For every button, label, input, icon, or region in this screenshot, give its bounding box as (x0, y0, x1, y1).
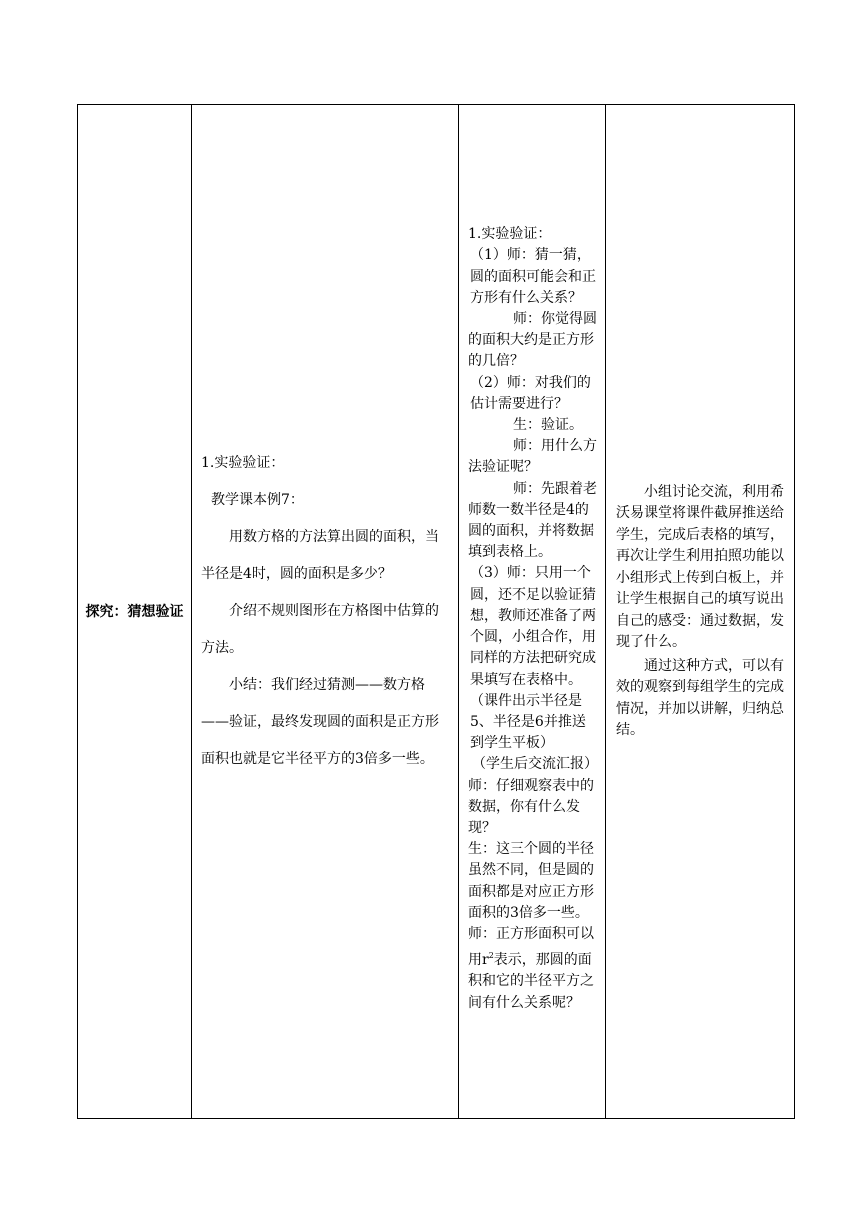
teacher-line-part: 师：正方形面积可以用r (468, 925, 594, 969)
teacher-line: （1）师：猜一猜，圆的面积可能会和正方形有什么关系？ (470, 247, 596, 306)
teacher-line: 师：用什么方法验证呢？ (468, 438, 597, 476)
teacher-line-last (468, 924, 597, 1014)
teacher-line: 师：先跟着老师数一数半径是4的圆的面积，并将数据填到表格上。 (468, 480, 597, 561)
superscript: 2 (488, 951, 494, 961)
activity-paragraph: 通过这种方式，可以有效的观察到每组学生的完成情况，并加以讲解，归纳总结。 (616, 657, 784, 738)
teacher-line: 师：你觉得圆的面积大约是正方形的几倍？ (468, 311, 597, 370)
teacher-activity-cell (459, 105, 606, 1119)
teacher-line-part: 表示，那圆的面积和它的半径平方之间有什么关系呢？ (468, 952, 594, 1011)
teacher-line: 生：验证。 (513, 417, 583, 434)
content-block (192, 445, 458, 778)
content-summary: 小结：我们经过猜测——数方格——验证，最终发现圆的面积是正方形面积也就是它半径平方的3倍多一些。 (201, 677, 439, 767)
content-cell (192, 105, 459, 1119)
teacher-line: （3）师：只用一个圆，还不足以验证猜想，教师还准备了两个圆，小组合作，用同样的方法把研究成果填写在表格中。（课件出示半径是5、半径是6并推送到学生平板） (470, 565, 596, 752)
lesson-plan-table (77, 104, 795, 1119)
student-activity-cell (606, 105, 795, 1119)
teacher-activity-block (459, 209, 605, 1014)
teacher-line: 师：仔细观察表中的数据，你有什么发现？ (468, 777, 594, 836)
table-row (78, 105, 795, 1119)
teacher-line: 1.实验验证： (468, 226, 552, 243)
activity-paragraph: 小组讨论交流，利用希沃易课堂将课件截屏推送给学生，完成后表格的填写，再次让学生利用拍照功能以小组形式上传到白板上，并让学生根据自己的填写说出自己的感受：通过数据，发现了什么。 (616, 483, 784, 650)
content-method: 介绍不规则图形在方格图中估算的方法。 (201, 603, 439, 656)
teacher-line: 生：这三个圆的半径虽然不同，但是圆的面积都是对应正方形面积的3倍多一些。 (468, 841, 594, 921)
content-heading: 1.实验验证： (201, 455, 285, 471)
teacher-line: （2）师：对我们的估计需要进行？ (470, 374, 591, 412)
stage-label: 探究：猜想验证 (85, 603, 184, 620)
content-example: 教学课本例7： (211, 492, 304, 508)
teacher-line: （学生后交流汇报） (472, 756, 598, 773)
stage-cell (78, 105, 192, 1119)
content-problem: 用数方格的方法算出圆的面积，当半径是4时，圆的面积是多少？ (201, 529, 439, 582)
student-activity-block (606, 482, 794, 742)
